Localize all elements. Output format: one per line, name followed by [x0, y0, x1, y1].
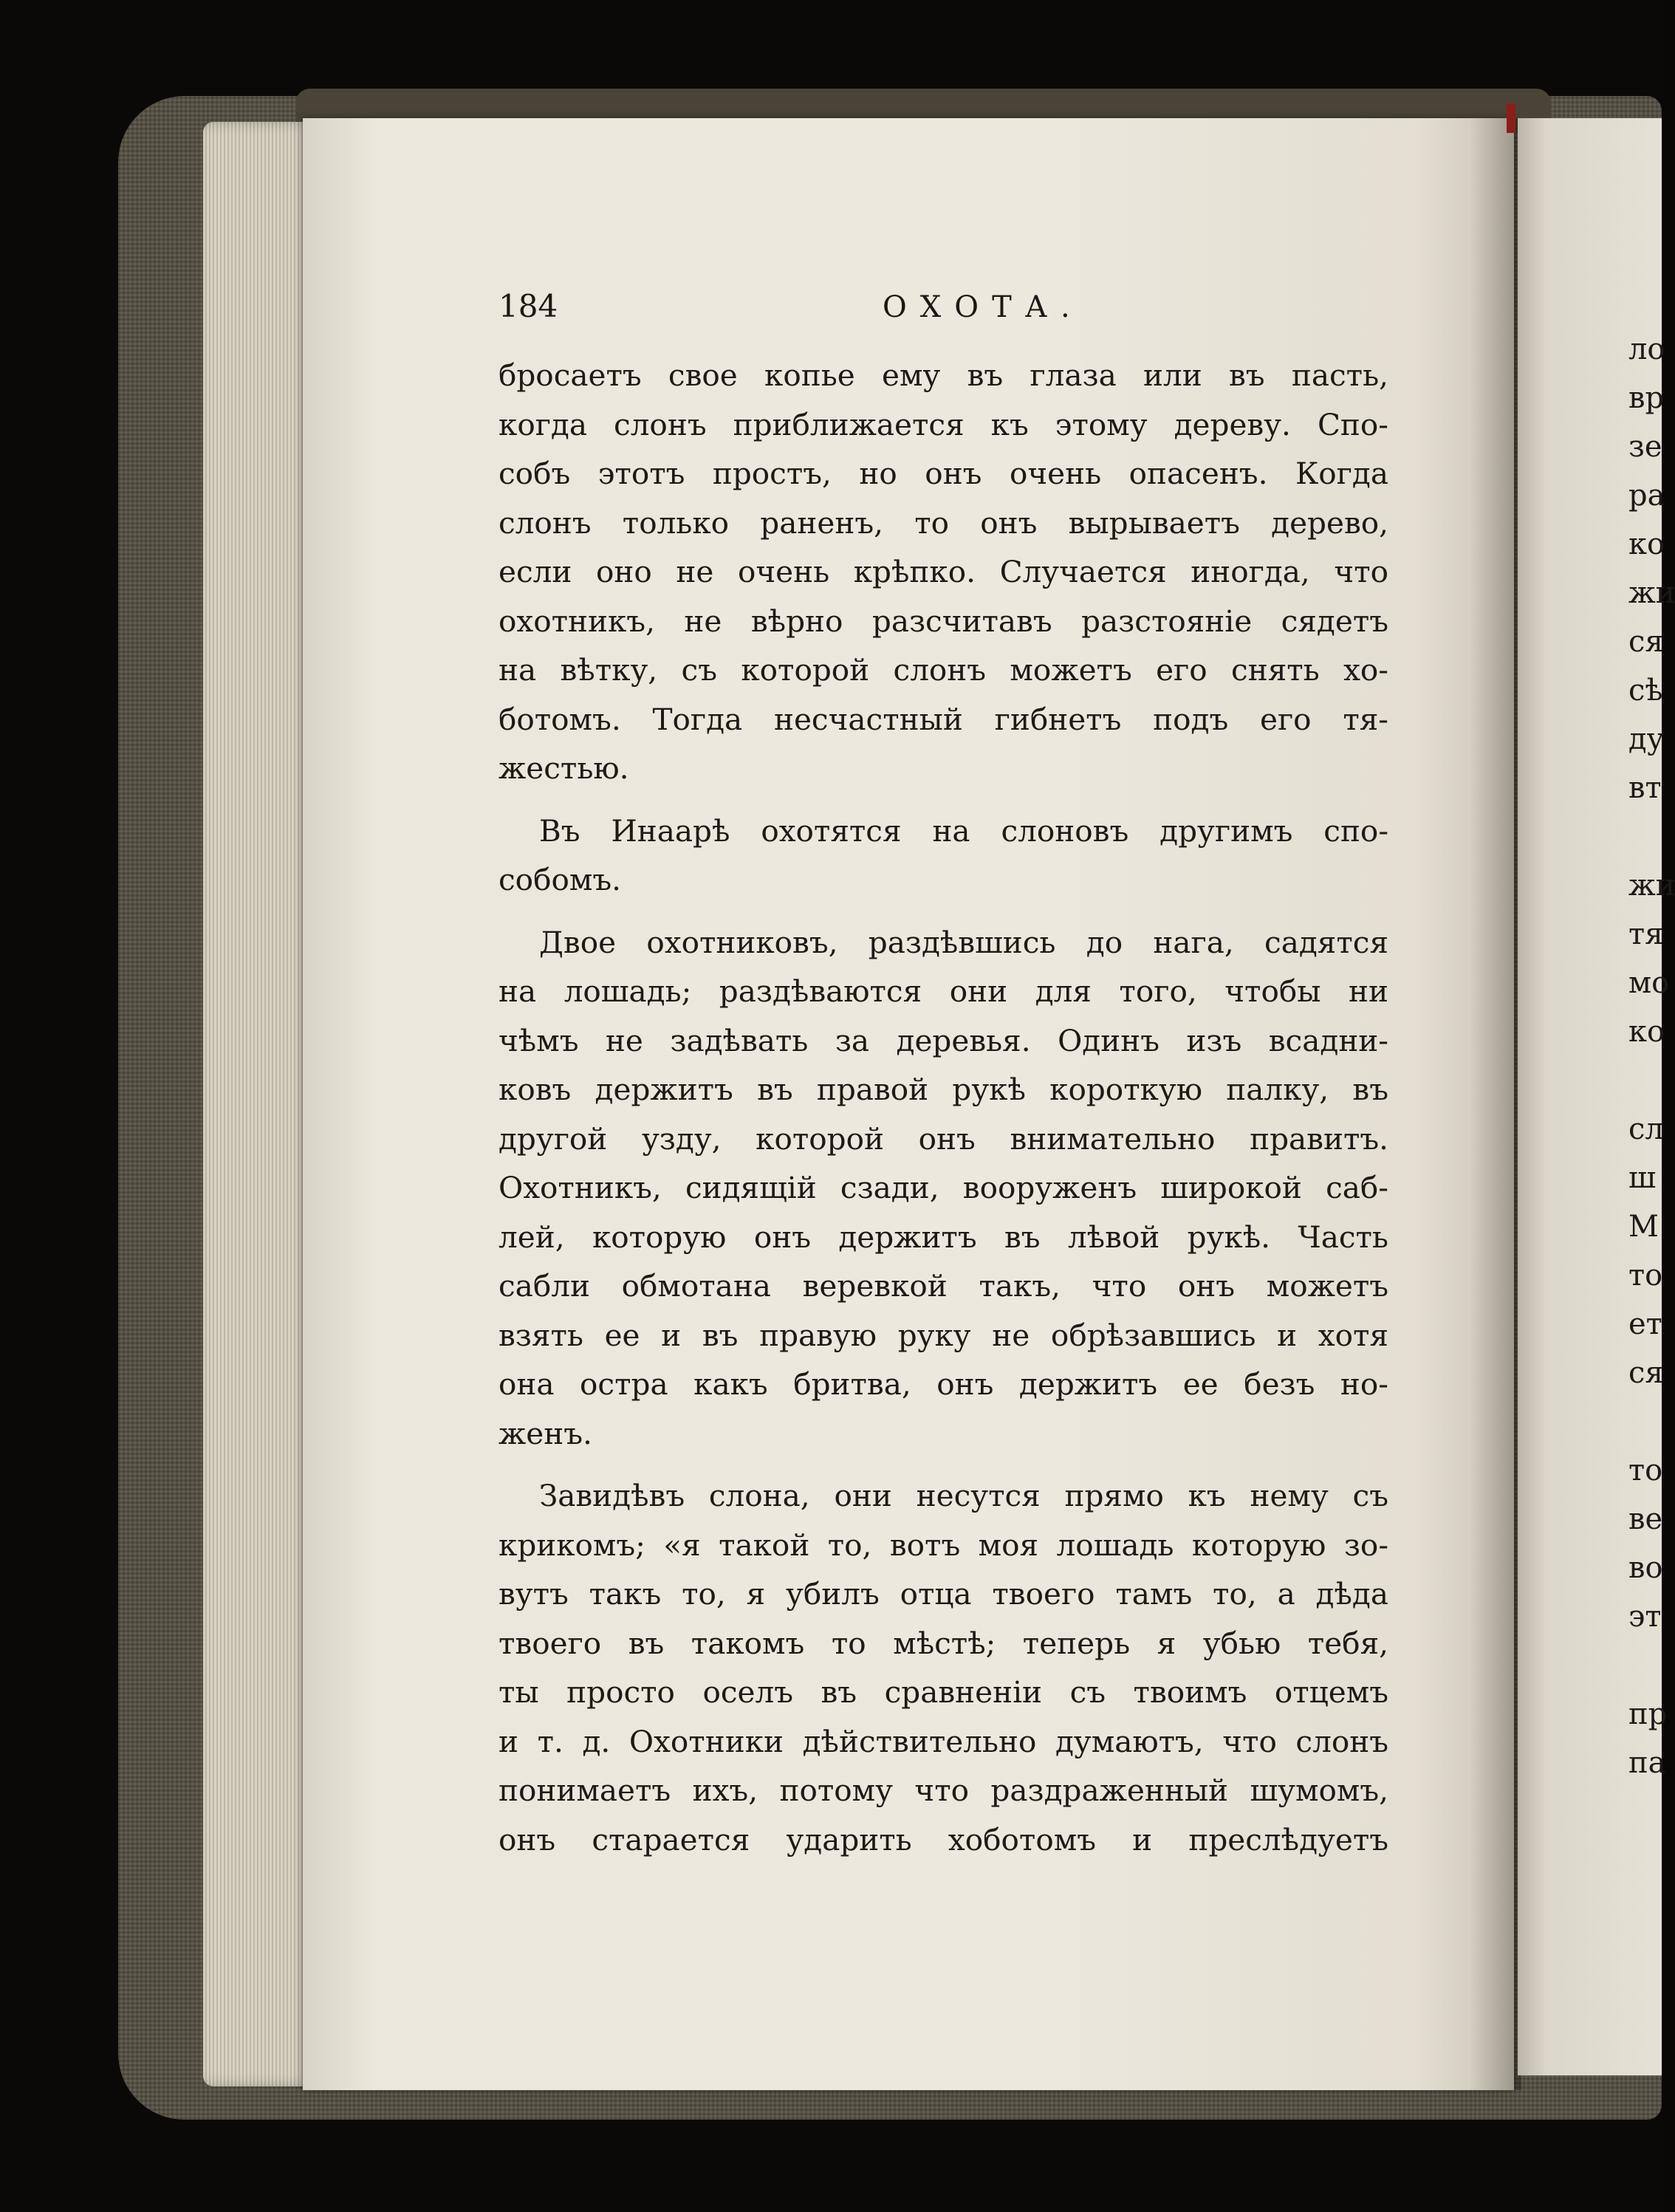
- text-line: ковъ держитъ въ правой рукѣ короткую палку, въ: [499, 1072, 1388, 1107]
- gutter-shadow: [1470, 118, 1521, 2090]
- facing-line: вт: [1628, 771, 1662, 805]
- facing-line: ко: [1628, 1015, 1665, 1049]
- facing-line: [1628, 812, 1662, 861]
- text-line: твоего въ такомъ то мѣстѣ; теперь я убью тебя,: [499, 1625, 1388, 1661]
- text-line: собъ этотъ простъ, но онъ очень опасенъ. Когда: [499, 456, 1388, 491]
- facing-line: М: [1628, 1210, 1659, 1244]
- text-line: слонъ только раненъ, то онъ вырываетъ дерево,: [499, 504, 1388, 541]
- text-line: бросаетъ свое копье ему въ глаза или въ пасть,: [499, 357, 1388, 393]
- text-line: на вѣтку, съ которой слонъ можетъ его снять хо-: [499, 652, 1388, 688]
- facing-line: ся: [1628, 625, 1664, 659]
- body-text: [499, 351, 1388, 1864]
- text-line: женъ.: [499, 1415, 592, 1451]
- text-line: Завидѣвъ слона, они несутся прямо къ нему съ: [539, 1478, 1388, 1513]
- page-number: 184: [499, 288, 558, 324]
- text-line: понимаетъ ихъ, потому что раздраженный шумомъ,: [499, 1773, 1388, 1808]
- facing-line: [1628, 1641, 1662, 1690]
- text-line: сабли обмотана веревкой такъ, что онъ можетъ: [499, 1268, 1388, 1304]
- facing-line: ш: [1628, 1161, 1657, 1195]
- running-title: ОХОТА.: [883, 290, 1083, 324]
- text-line: Охотникъ, сидящій сзади, вооруженъ широкой саб-: [499, 1170, 1388, 1205]
- facing-line: ра: [1628, 479, 1665, 513]
- text-line: жестью.: [499, 750, 629, 786]
- text-line: когда слонъ приближается къ этому дереву. Спо-: [499, 406, 1388, 442]
- text-line: собомъ.: [499, 862, 621, 897]
- facing-line: тя: [1628, 917, 1664, 951]
- facing-line: мо: [1628, 966, 1670, 1000]
- text-line: ты просто оселъ въ сравненіи съ твоимъ отцемъ: [499, 1674, 1388, 1710]
- facing-line: зе: [1628, 430, 1662, 464]
- facing-line: ло: [1628, 332, 1665, 366]
- facing-line: сл: [1628, 1112, 1664, 1146]
- facing-line: то: [1628, 1259, 1663, 1292]
- text-line: другой узду, которой онъ внимательно правитъ.: [499, 1120, 1388, 1157]
- text-line: крикомъ; «я такой то, вотъ моя лошадь которую зо-: [499, 1527, 1388, 1563]
- running-head: [499, 277, 1385, 336]
- facing-line: [1628, 1056, 1662, 1105]
- facing-line: сѣ: [1628, 674, 1663, 708]
- facing-line: ся: [1628, 1356, 1664, 1390]
- facing-line: ду: [1628, 722, 1665, 756]
- facing-page-text: [1628, 325, 1675, 1787]
- facing-line: ве: [1628, 1502, 1663, 1536]
- text-line: она остра какъ бритва, онъ держитъ ее безъ но-: [499, 1366, 1388, 1402]
- text-line: охотникъ, не вѣрно разсчитавъ разстояніе сядетъ: [499, 603, 1388, 639]
- facing-line: во: [1628, 1551, 1663, 1585]
- text-line: лей, которую онъ держитъ въ лѣвой рукѣ. Часть: [499, 1219, 1388, 1255]
- text-line: вутъ такъ то, я убилъ отца твоего тамъ то, а дѣда: [499, 1576, 1388, 1612]
- text-line: и т. д. Охотники дѣйствительно думаютъ, что слонъ: [499, 1723, 1388, 1759]
- text-line: на лошадь; раздѣваются они для того, чтобы ни: [499, 973, 1388, 1009]
- text-line: чѣмъ не задѣвать за деревья. Одинъ изъ всадни-: [499, 1022, 1388, 1058]
- facing-line: ет: [1628, 1307, 1662, 1341]
- facing-line: то: [1628, 1453, 1663, 1487]
- text-line: взять ее и въ правую руку не обрѣзавшись и хотя: [499, 1317, 1388, 1353]
- bookmark-ribbon: [1507, 103, 1515, 133]
- facing-line: [1628, 1397, 1662, 1446]
- text-line: Двое охотниковъ, раздѣвшись до нага, садятся: [539, 924, 1388, 960]
- facing-line: жи: [1628, 869, 1675, 903]
- facing-line: ко: [1628, 527, 1665, 561]
- facing-line: вр: [1628, 381, 1665, 415]
- facing-line: эт: [1628, 1600, 1662, 1634]
- text-line: если оно не очень крѣпко. Случается иногда, что: [499, 554, 1388, 589]
- text-line: ботомъ. Тогда несчастный гибнетъ подъ его тя-: [499, 701, 1388, 737]
- facing-line: па: [1628, 1746, 1666, 1780]
- text-line: Въ Инаарѣ охотятся на слоновъ другимъ спо-: [539, 812, 1388, 849]
- text-line: онъ старается ударить хоботомъ и преслѣдуетъ: [499, 1821, 1388, 1857]
- facing-line: пр: [1628, 1697, 1668, 1731]
- page-edges: [203, 122, 314, 2086]
- facing-line: жи: [1628, 576, 1675, 610]
